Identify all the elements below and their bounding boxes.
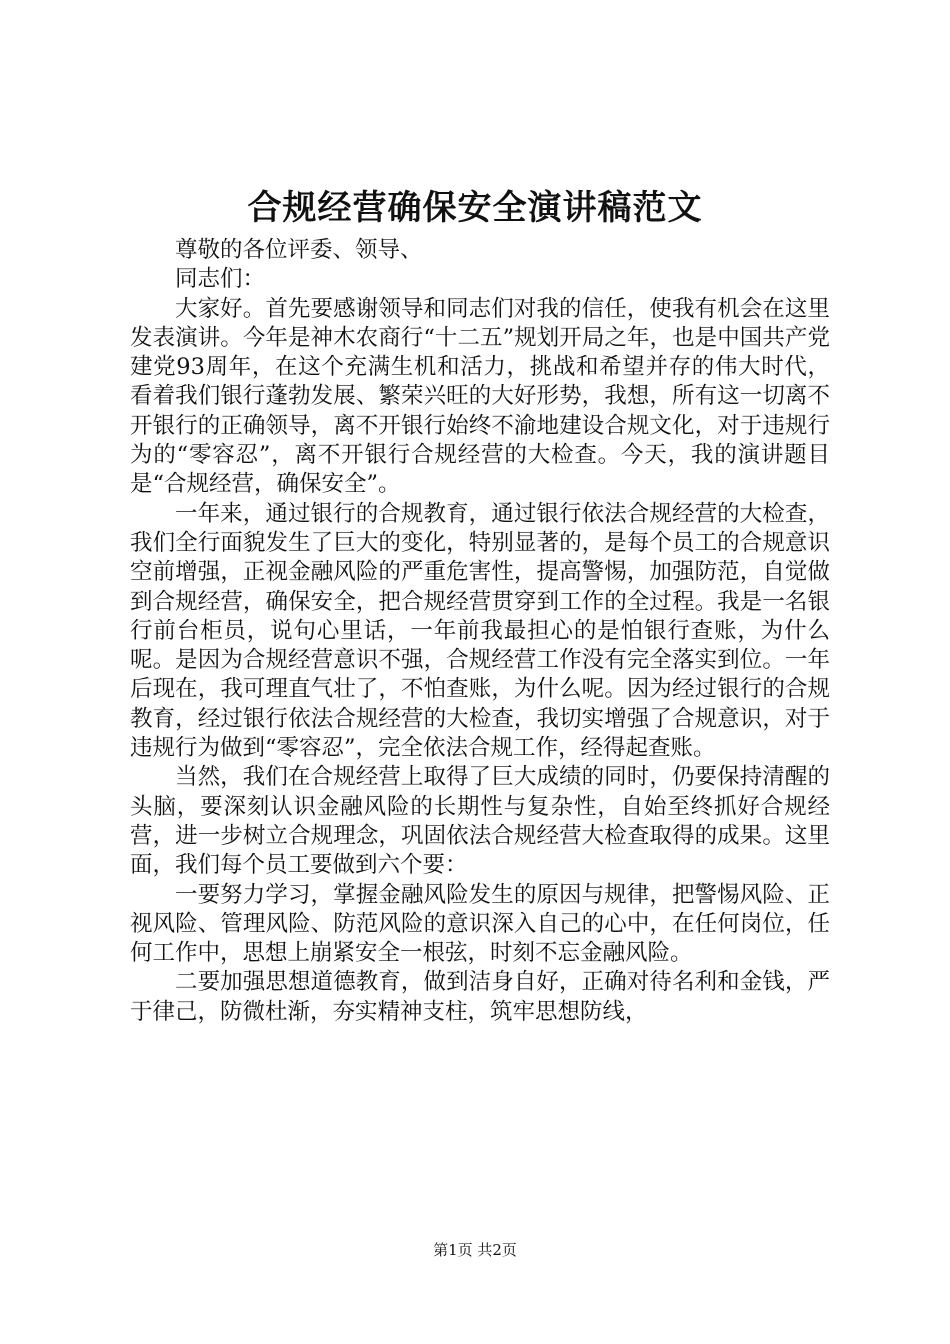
body-paragraph: 一要努力学习，掌握金融风险发生的原因与规律，把警惕风险、正视风险、管理风险、防范风险的意识深入自己的心中，在任何岗位，任何工作中，思想上崩紧安全一根弦，时刻不忘金融风险。 [130,881,830,967]
salutation-line: 尊敬的各位评委、领导、 [175,237,423,263]
salutation-line: 同志们： [175,266,266,293]
page-number-footer: 第1页 共2页 [433,1241,517,1259]
document-body [130,236,830,1027]
body-paragraph: 二要加强思想道德教育，做到洁身自好，正确对待名利和金钱，严于律己，防微杜渐，夯实精神支柱，筑牢思想防线， [130,969,830,1025]
body-paragraph: 一年来，通过银行的合规教育，通过银行依法合规经营的大检查，我们全行面貌发生了巨大的变化，特别显著的，是每个员工的合规意识空前增强，正视金融风险的严重危害性，提高警惕，加强防范，自觉做到合规经营，确保安全，把合规经营贯穿到工作的全过程。我是一名银行前台柜员，说句心里话，一年前我最担心的是怕银行查账，为什么呢。是因为合规经营意识不强，合规经营工作没有完全落实到位。一年后现在，我可理直气壮了，不怕查账，为什么呢。因为经过银行的合规教育，经过银行依法合规经营的大检查，我切实增强了合规意识，对于违规行为做到“零容忍”，完全依法合规工作，经得起查账。 [130,500,830,762]
body-paragraph: 当然，我们在合规经营上取得了巨大成绩的同时，仍要保持清醒的头脑，要深刻认识金融风险的长期性与复杂性，自始至终抓好合规经营，进一步树立合规理念，巩固依法合规经营大检查取得的成果。这里面，我们每个员工要做到六个要： [130,764,830,879]
body-paragraph: 大家好。首先要感谢领导和同志们对我的信任，使我有机会在这里发表演讲。今年是神木农商行“十二五”规划开局之年，也是中国共产党建党93周年，在这个充满生机和活力，挑战和希望并存的伟大时代，看着我们银行蓬勃发展、繁荣兴旺的大好形势，我想，所有这一切离不开银行的正确领导，离不开银行始终不渝地建设合规文化，对于违规行为的“零容忍”，离不开银行合规经营的大检查。今天，我的演讲题目是“合规经营，确保安全”。 [130,295,830,498]
document-title: 合规经营确保安全演讲稿范文 [247,188,703,228]
